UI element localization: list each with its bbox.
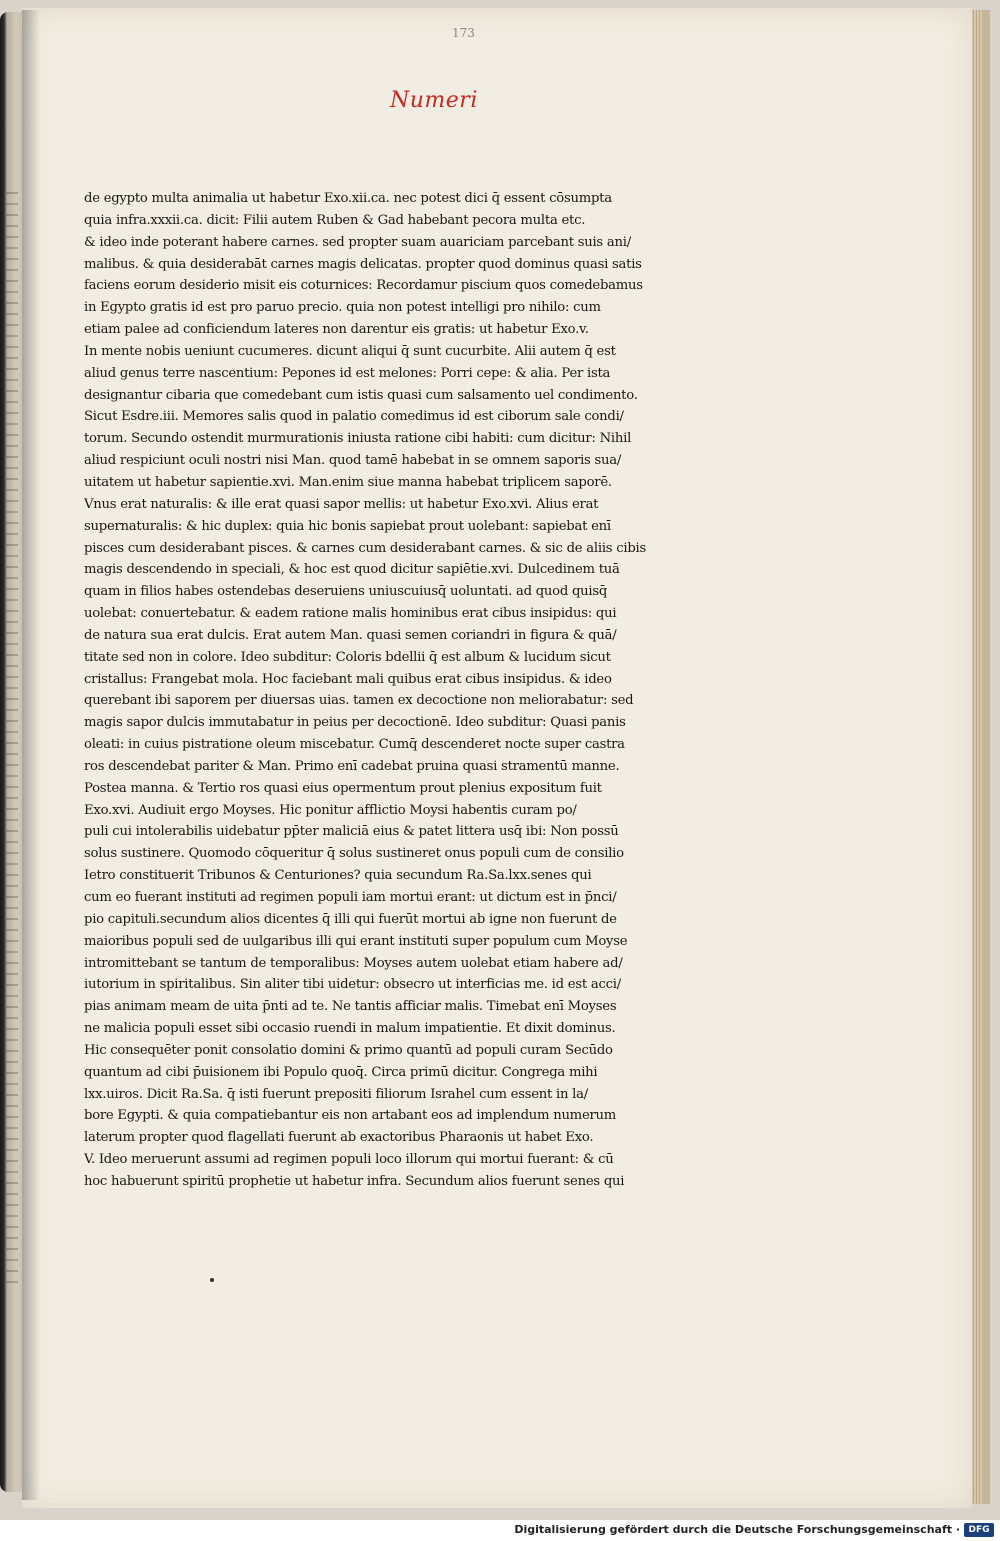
text-line: solus sustinere. Quomodo cōqueritur q̄ solus sustineret onus populi cum de consilio: [84, 846, 624, 862]
text-line: & ideo inde poterant habere carnes. sed propter suam auariciam parcebant suis ani/: [84, 234, 631, 250]
text-line: ros descendebat pariter & Man. Primo enī cadebat pruina quasi stramentū manne.: [84, 758, 620, 774]
funding-credit: Digitalisierung gefördert durch die Deutsche Forschungsgemeinschaft ·: [514, 1523, 960, 1536]
text-line: magis descendendo in speciali, & hoc est quod dicitur sapiētie.xvi. Dulcedinem tuā: [84, 562, 620, 578]
text-line: Exo.xvi. Audiuit ergo Moyses. Hic ponitur afflictio Moysi habentis curam po/: [84, 802, 577, 818]
text-line: iutorium in spiritalibus. Sin aliter tibi uidetur: obsecro ut interficias me. id est acci/: [84, 977, 621, 993]
footer-bar: [0, 1520, 1000, 1541]
text-line: pisces cum desiderabant pisces. & carnes cum desiderabant carnes. & sic de aliis cibis: [84, 540, 647, 556]
text-line: in Egypto gratis id est pro paruo precio. quia non potest intelligi pro nihilo: cum: [84, 300, 601, 316]
text-line: de natura sua erat dulcis. Erat autem Man. quasi semen coriandri in figura & quā/: [84, 627, 617, 643]
gutter-shadow: [22, 10, 40, 1500]
text-line: ne malicia populi esset sibi occasio ruendi in malum impatientie. Et dixit dominus.: [84, 1021, 616, 1037]
text-line: V. Ideo meruerunt assumi ad regimen populi loco illorum qui mortui fuerant: & cū: [84, 1152, 614, 1168]
text-line: Hic consequēter ponit consolatio domini & primo quantū ad populi curam Secūdo: [84, 1042, 613, 1058]
text-line: querebant ibi saporem per diuersas uias. tamen ex decoctione non meliorabatur: sed: [84, 693, 634, 709]
text-line: torum. Secundo ostendit murmurationis iniusta ratione cibi habiti: cum dicitur: Nihil: [84, 431, 632, 447]
text-block: [84, 188, 734, 1193]
text-line: aliud respiciunt oculi nostri nisi Man. quod tamē habebat in se omnem saporis sua/: [84, 453, 622, 469]
text-line: Postea manna. & Tertio ros quasi eius opermentum prout plenius expositum fuit: [84, 780, 602, 796]
text-line: quantum ad cibi p̄uisionem ibi Populo quoq̄. Circa primū dicitur. Congrega mihi: [84, 1064, 598, 1080]
text-line: supernaturalis: & hic duplex: quia hic bonis sapiebat prout uolebant: sapiebat enī: [84, 518, 611, 534]
text-line: pias animam meam de uita p̄nti ad te. Ne tantis afficiar malis. Timebat enī Moyses: [84, 999, 617, 1015]
text-line: lxx.uiros. Dicit Ra.Sa. q̄ isti fuerunt prepositi filiorum Israhel cum essent in la/: [84, 1086, 588, 1102]
text-line: bore Egypti. & quia compatiebantur eis non artabant eos ad implendum numerum: [84, 1108, 617, 1124]
folio-number: 173: [452, 26, 475, 40]
text-line: uitatem ut habetur sapientie.xvi. Man.enim siue manna habebat triplicem saporē.: [84, 474, 612, 490]
text-line: Vnus erat naturalis: & ille erat quasi sapor mellis: ut habetur Exo.xvi. Alius erat: [84, 496, 599, 512]
running-head: Numeri: [390, 88, 478, 113]
text-line: quam in filios habes ostendebas deseruiens uniuscuiusq̄ uoluntati. ad quod quisq̄: [84, 584, 608, 600]
text-line: titate sed non in colore. Ideo subditur: Coloris bdellii q̄ est album & lucidum sicut: [84, 649, 611, 665]
text-line: malibus. & quia desiderabāt carnes magis delicatas. propter quod dominus quasi satis: [84, 256, 642, 272]
text-line: cristallus: Frangebat mola. Hoc faciebant mali quibus erat cibus insipidus. & ideo: [84, 671, 612, 687]
text-line: designantur cibaria que comedebant cum istis quasi cum salsamento uel condimento.: [84, 387, 638, 403]
book-page: [22, 8, 972, 1508]
text-line: aliud genus terre nascentium: Pepones id est melones: Porri cepe: & alia. Per ista: [84, 365, 611, 381]
text-line: pio capituli.secundum alios dicentes q̄ illi qui fuerūt mortui ab igne non fuerunt de: [84, 911, 617, 927]
text-line: Ietro constituerit Tribunos & Centuriones? quia secundum Ra.Sa.lxx.senes qui: [84, 868, 592, 884]
text-line: laterum propter quod flagellati fuerunt ab exactoribus Pharaonis ut habet Exo.: [84, 1130, 594, 1146]
text-line: puli cui intolerabilis uidebatur pp̄ter maliciā eius & patet littera usq̄ ibi: Non possū: [84, 824, 619, 840]
text-line: faciens eorum desiderio misit eis coturnices: Recordamur piscium quos comedebamus: [84, 278, 643, 294]
text-line: intromittebant se tantum de temporalibus: Moyses autem uolebat etiam habere ad/: [84, 955, 623, 971]
text-line: etiam palee ad conficiendum lateres non darentur eis gratis: ut habetur Exo.v.: [84, 322, 589, 338]
text-line: In mente nobis ueniunt cucumeres. dicunt aliqui q̄ sunt cucurbite. Alii autem q̄ est: [84, 343, 616, 359]
text-line: oleati: in cuius pistratione oleum miscebatur. Cumq̄ descenderet nocte super castra: [84, 737, 625, 753]
dfg-logo-text: DFG: [968, 1525, 990, 1535]
text-line: Sicut Esdre.iii. Memores salis quod in palatio comedimus id est ciborum sale condi/: [84, 409, 624, 425]
text-line: cum eo fuerant instituti ad regimen populi iam mortui erant: ut dictum est in p̄nci/: [84, 890, 617, 905]
ink-dot: [210, 1278, 214, 1282]
text-line: de egypto multa animalia ut habetur Exo.xii.ca. nec potest dici q̄ essent cōsumpta: [84, 191, 612, 206]
text-line: maioribus populi sed de uulgaribus illi qui erant instituti super populum cum Moyse: [84, 933, 628, 949]
dfg-logo: [964, 1523, 994, 1537]
text-line: hoc habuerunt spiritū prophetie ut habetur infra. Secundum alios fuerunt senes qui: [84, 1173, 625, 1189]
facing-page-text-sliver: [6, 192, 18, 1292]
text-line: uolebat: conuertebatur. & eadem ratione malis hominibus erat cibus insipidus: qui: [84, 606, 617, 622]
text-line: quia infra.xxxii.ca. dicit: Filii autem Ruben & Gad habebant pecora multa etc.: [84, 212, 586, 228]
text-line: magis sapor dulcis immutabatur in peius per decoctionē. Ideo subditur: Quasi panis: [84, 715, 626, 731]
